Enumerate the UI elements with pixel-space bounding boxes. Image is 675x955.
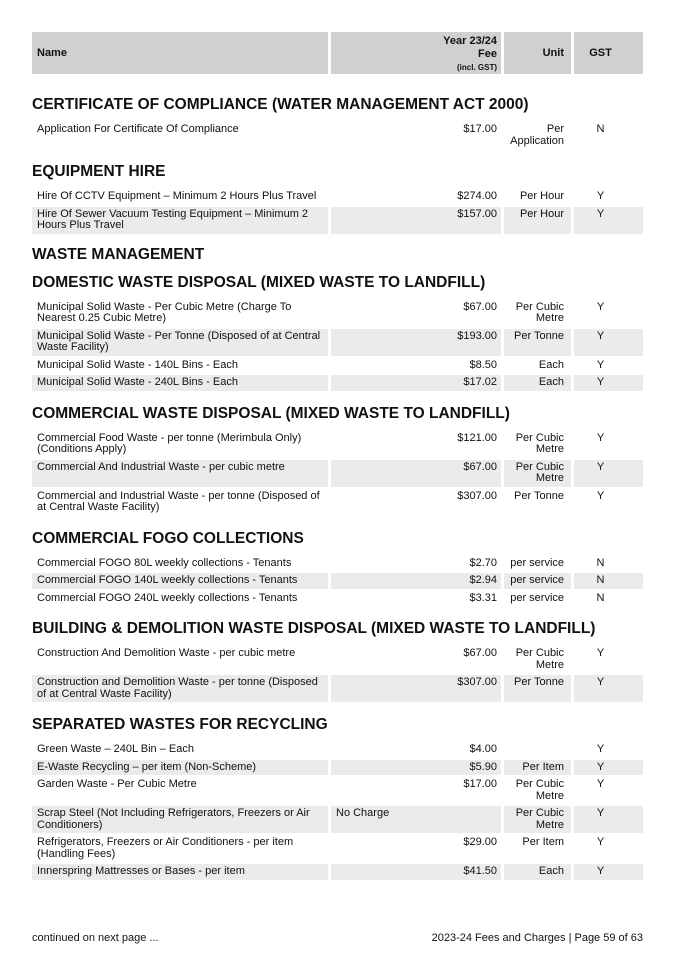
section-title: CERTIFICATE OF COMPLIANCE (WATER MANAGEMENT ACT 2000)	[32, 96, 529, 113]
row-fee: $29.00	[463, 836, 497, 848]
row-name: Green Waste – 240L Bin – Each	[37, 743, 194, 755]
section-title: EQUIPMENT HIRE	[32, 163, 166, 180]
row-name: Commercial Food Waste - per tonne (Merimbula Only) (Conditions Apply)	[37, 431, 302, 455]
row-gst: Y	[574, 760, 643, 776]
table-row	[32, 806, 643, 833]
row-gst: Y	[574, 329, 643, 356]
row-fee: $2.94	[331, 573, 501, 589]
header-fee-gst-note: (incl. GST)	[457, 63, 497, 72]
header-name: Name	[32, 32, 328, 74]
row-fee: $3.31	[469, 591, 497, 604]
row-fee: $67.00	[331, 460, 501, 487]
row-gst: N	[596, 123, 605, 135]
row-unit: per service	[510, 591, 564, 604]
row-gst: N	[596, 556, 605, 569]
header-fee	[331, 32, 501, 74]
section-rows	[32, 300, 643, 391]
section-waste-management	[32, 246, 643, 264]
row-gst: Y	[596, 743, 605, 755]
row-fee: $307.00	[331, 675, 501, 702]
row-unit: Per Cubic Metre	[515, 647, 564, 671]
section-rows	[32, 189, 643, 234]
row-fee: $67.00	[463, 300, 497, 313]
row-unit: Per Tonne	[514, 489, 564, 502]
fees-page	[32, 32, 643, 882]
section-commercial	[32, 405, 643, 516]
table-row	[32, 358, 643, 374]
row-gst: N	[596, 591, 605, 604]
row-unit: Per Tonne	[504, 329, 571, 356]
table-row	[32, 431, 643, 458]
row-unit: Per Application	[510, 123, 564, 147]
section-building	[32, 620, 643, 702]
table-row	[32, 489, 643, 516]
row-fee: $17.02	[331, 375, 501, 391]
row-unit: Per Cubic Metre	[515, 778, 564, 802]
row-fee: $2.70	[469, 556, 497, 569]
row-fee: $67.00	[463, 647, 497, 659]
table-row	[32, 591, 643, 607]
row-fee: $157.00	[331, 207, 501, 234]
row-gst: Y	[596, 358, 605, 371]
section-title: COMMERCIAL FOGO COLLECTIONS	[32, 529, 304, 547]
row-gst: Y	[574, 675, 643, 702]
row-fee: $274.00	[457, 190, 497, 202]
row-name: Commercial FOGO 240L weekly collections - Tenants	[37, 591, 298, 604]
row-gst: Y	[596, 431, 605, 444]
row-unit: Per Item	[504, 760, 571, 776]
row-name: Municipal Solid Waste - Per Tonne (Disposed of at Central Waste Facility)	[32, 329, 328, 356]
row-name: Innerspring Mattresses or Bases - per item	[32, 864, 328, 880]
row-fee: $17.00	[463, 778, 497, 790]
table-row	[32, 556, 643, 572]
row-unit: Each	[504, 375, 571, 391]
table-row	[32, 675, 643, 702]
section-rows	[32, 742, 643, 880]
row-name: Hire Of Sewer Vacuum Testing Equipment – Minimum 2 Hours Plus Travel	[32, 207, 328, 234]
row-fee: $4.00	[469, 743, 497, 755]
row-gst: Y	[596, 300, 605, 313]
row-gst: Y	[574, 375, 643, 391]
row-unit: Per Hour	[519, 190, 564, 202]
row-name: Hire Of CCTV Equipment – Minimum 2 Hours Plus Travel	[37, 190, 317, 202]
table-row	[32, 375, 643, 391]
table-row	[32, 460, 643, 487]
row-gst: Y	[596, 647, 605, 659]
row-fee: $121.00	[457, 431, 497, 444]
header-unit: Unit	[504, 32, 571, 74]
row-unit: Per Item	[522, 836, 564, 848]
header-fee-year: Year 23/24	[443, 35, 497, 47]
row-unit: per service	[510, 556, 564, 569]
section-title: WASTE MANAGEMENT	[32, 245, 205, 263]
table-row	[32, 864, 643, 880]
row-gst: Y	[596, 190, 605, 202]
row-name: Municipal Solid Waste - Per Cubic Metre (Charge To Nearest 0.25 Cubic Metre)	[37, 300, 292, 324]
footer-page-info: 2023-24 Fees and Charges | Page 59 of 63	[431, 932, 643, 944]
table-row	[32, 646, 643, 673]
section-title: SEPARATED WASTES FOR RECYCLING	[32, 716, 328, 733]
row-unit: Per Cubic Metre	[515, 431, 564, 455]
row-gst: Y	[574, 460, 643, 487]
table-row	[32, 189, 643, 205]
row-name: Garden Waste - Per Cubic Metre	[37, 778, 197, 790]
row-unit: Per Cubic Metre	[504, 806, 571, 833]
row-name: Refrigerators, Freezers or Air Conditioners - per item (Handling Fees)	[37, 836, 294, 860]
table-row	[32, 207, 643, 234]
row-name: Application For Certificate Of Compliance	[37, 123, 239, 135]
row-fee: $17.00	[463, 123, 497, 135]
table-row	[32, 300, 643, 327]
table-row	[32, 760, 643, 776]
table-row	[32, 573, 643, 589]
section-rows	[32, 431, 643, 516]
row-name: Commercial And Industrial Waste - per cubic metre	[32, 460, 328, 487]
section-fogo	[32, 530, 643, 607]
section-title: BUILDING & DEMOLITION WASTE DISPOSAL (MIXED WASTE TO LANDFILL)	[32, 620, 596, 637]
row-fee: $41.50	[331, 864, 501, 880]
header-fee-label: Fee	[478, 48, 497, 60]
section-equipment	[32, 163, 643, 234]
table-row	[32, 835, 643, 862]
row-gst: Y	[596, 836, 605, 848]
section-rows	[32, 556, 643, 607]
row-unit: Per Cubic Metre	[515, 300, 564, 324]
row-name: Commercial FOGO 140L weekly collections - Tenants	[32, 573, 328, 589]
row-unit	[504, 742, 571, 758]
table-row	[32, 742, 643, 758]
row-name: Municipal Solid Waste - 140L Bins - Each	[37, 358, 238, 371]
row-fee: $193.00	[331, 329, 501, 356]
row-gst: Y	[596, 778, 605, 790]
row-fee: $8.50	[469, 358, 497, 371]
row-gst: Y	[574, 806, 643, 833]
section-compliance	[32, 96, 643, 149]
row-fee: $307.00	[457, 489, 497, 502]
row-gst: Y	[574, 864, 643, 880]
section-rows	[32, 646, 643, 702]
row-unit: Per Cubic Metre	[504, 460, 571, 487]
row-name: Commercial FOGO 80L weekly collections - Tenants	[37, 556, 292, 569]
row-unit: per service	[504, 573, 571, 589]
row-unit: Each	[538, 358, 564, 371]
section-domestic	[32, 274, 643, 391]
row-unit: Each	[504, 864, 571, 880]
row-unit: Per Hour	[504, 207, 571, 234]
row-unit: Per Tonne	[504, 675, 571, 702]
row-name: Construction and Demolition Waste - per tonne (Disposed of at Central Waste Facility)	[32, 675, 328, 702]
header-gst: GST	[574, 32, 643, 74]
section-rows	[32, 122, 643, 149]
row-gst: N	[574, 573, 643, 589]
table-row	[32, 329, 643, 356]
table-header	[32, 32, 643, 74]
section-title: COMMERCIAL WASTE DISPOSAL (MIXED WASTE TO LANDFILL)	[32, 404, 510, 422]
row-name: Construction And Demolition Waste - per cubic metre	[37, 647, 296, 659]
row-name: Municipal Solid Waste - 240L Bins - Each	[32, 375, 328, 391]
table-row	[32, 777, 643, 804]
row-fee: $5.90	[331, 760, 501, 776]
row-name: E-Waste Recycling – per item (Non-Scheme)	[32, 760, 328, 776]
section-title: DOMESTIC WASTE DISPOSAL (MIXED WASTE TO LANDFILL)	[32, 273, 486, 291]
row-name: Scrap Steel (Not Including Refrigerators, Freezers or Air Conditioners)	[32, 806, 328, 833]
row-name: Commercial and Industrial Waste - per tonne (Disposed of at Central Waste Facility)	[37, 489, 320, 513]
table-row	[32, 122, 643, 149]
footer-continued: continued on next page ...	[32, 932, 159, 944]
row-gst: Y	[574, 207, 643, 234]
row-gst: Y	[596, 489, 605, 502]
row-fee: No Charge	[331, 806, 501, 833]
section-separated	[32, 716, 643, 880]
